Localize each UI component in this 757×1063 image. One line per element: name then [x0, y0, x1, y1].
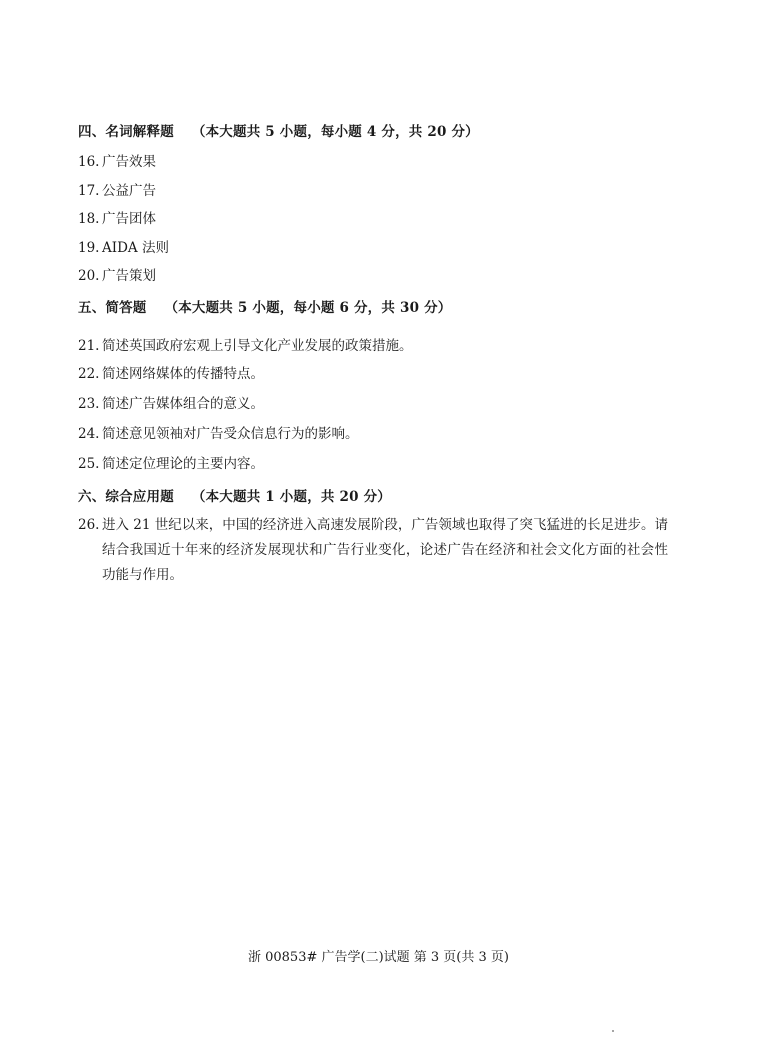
question-item: [78, 513, 668, 588]
question-item: [78, 452, 264, 472]
question-item: [78, 207, 156, 227]
question-item: [78, 236, 169, 256]
question-number: 26.: [78, 517, 100, 533]
section-title: 四、名词解释题: [78, 124, 174, 140]
question-item: [78, 334, 413, 354]
question-item: [78, 150, 156, 170]
question-text: 广告效果: [102, 154, 156, 170]
question-item: [78, 179, 156, 199]
question-number: 22.: [78, 366, 100, 382]
question-number: 25.: [78, 456, 100, 472]
question-number: 16.: [78, 154, 100, 170]
question-number: 21.: [78, 338, 100, 354]
question-number: 19.: [78, 240, 100, 256]
question-item: [78, 264, 156, 284]
question-number: 24.: [78, 426, 100, 442]
section-heading-6: [78, 485, 391, 505]
section-heading-5: [78, 296, 451, 316]
question-text: 广告团体: [102, 211, 156, 227]
section-title: 六、综合应用题: [78, 489, 174, 505]
question-item: [78, 392, 264, 412]
question-text: 简述网络媒体的传播特点。: [102, 366, 264, 382]
question-text: 简述定位理论的主要内容。: [102, 456, 264, 472]
question-text: 简述意见领袖对广告受众信息行为的影响。: [102, 426, 359, 442]
question-text: 简述英国政府宏观上引导文化产业发展的政策措施。: [102, 338, 413, 354]
page-footer: 浙 00853# 广告学(二)试题 第 3 页(共 3 页): [247, 950, 509, 965]
section-note: （本大题共 5 小题，每小题 4 分，共 20 分）: [191, 124, 479, 140]
question-number: 20.: [78, 268, 100, 284]
question-number: 18.: [78, 211, 100, 227]
section-note: （本大题共 5 小题，每小题 6 分，共 30 分）: [164, 300, 452, 316]
question-text: 公益广告: [102, 183, 156, 199]
question-text: AIDA 法则: [102, 240, 169, 256]
question-item: [78, 362, 264, 382]
section-title: 五、简答题: [78, 300, 147, 316]
question-item: [78, 422, 359, 442]
scan-speck: [612, 1030, 614, 1032]
question-number: 17.: [78, 183, 100, 199]
section-note: （本大题共 1 小题，共 20 分）: [191, 489, 391, 505]
question-number: 23.: [78, 396, 100, 412]
question-text: 进入 21 世纪以来，中国的经济进入高速发展阶段，广告领域也取得了突飞猛进的长足进步。请结合我国近十年来的经济发展现状和广告行业变化，论述广告在经济和社会文化方面的社会性功能与作用。: [102, 517, 668, 583]
section-heading-4: [78, 120, 479, 140]
question-text: 广告策划: [102, 268, 156, 284]
question-text: 简述广告媒体组合的意义。: [102, 396, 264, 412]
